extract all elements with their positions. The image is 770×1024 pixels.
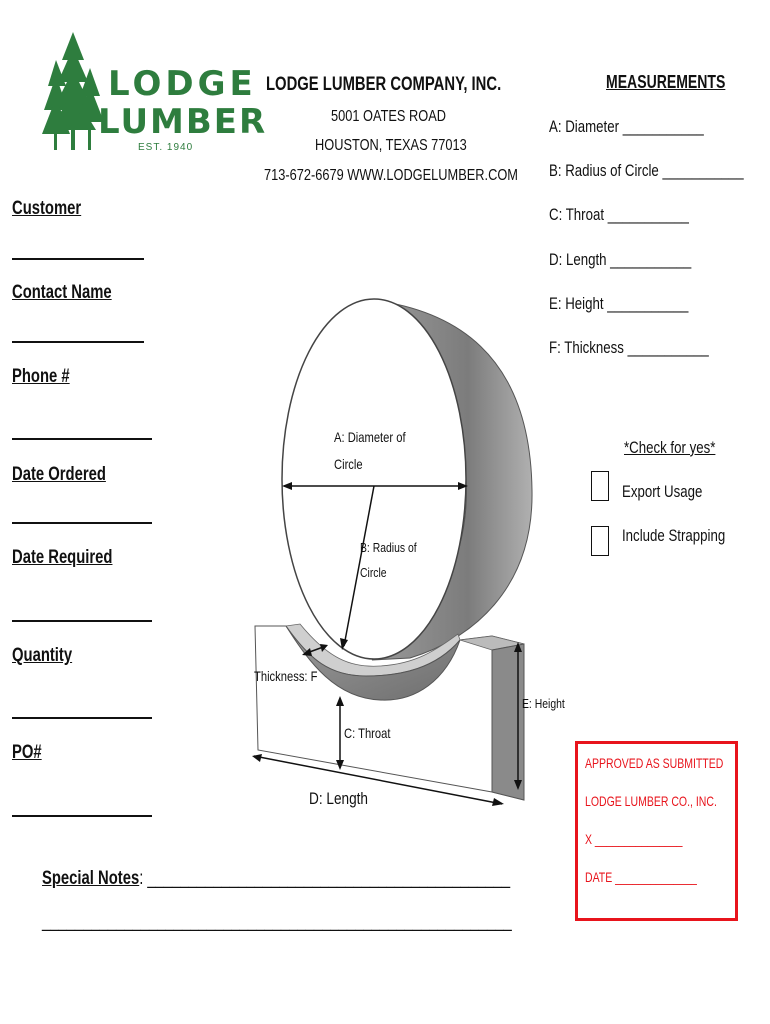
customer-line[interactable] <box>12 258 144 260</box>
diagram-label-throat: C: Throat <box>344 725 391 741</box>
measure-thickness[interactable]: F: Thickness ___________ <box>549 338 709 357</box>
stamp-signature-line[interactable]: X _______________ <box>585 831 683 847</box>
stamp-line-approved: APPROVED AS SUBMITTED <box>585 755 724 771</box>
stamp-date-line[interactable]: DATE ______________ <box>585 869 697 885</box>
measure-radius[interactable]: B: Radius of Circle ___________ <box>549 161 744 180</box>
measure-height[interactable]: E: Height ___________ <box>549 294 689 313</box>
include-strapping-label: Include Strapping <box>622 526 726 545</box>
measure-diameter[interactable]: A: Diameter ___________ <box>549 117 704 136</box>
special-notes-line-1: : ____________________________________________ <box>139 868 511 889</box>
customer-label: Customer <box>12 198 82 219</box>
quantity-label: Quantity <box>12 645 73 666</box>
export-usage-checkbox[interactable] <box>591 471 609 501</box>
company-street: 5001 OATES ROAD <box>331 108 447 125</box>
contact-name-line[interactable] <box>12 341 144 343</box>
tree-icon <box>40 30 106 152</box>
measure-length[interactable]: D: Length ___________ <box>549 250 692 269</box>
company-name: LODGE LUMBER COMPANY, INC. <box>266 74 502 95</box>
date-required-label: Date Required <box>12 547 113 568</box>
date-ordered-line[interactable] <box>12 522 152 524</box>
diagram-label-a-2: Circle <box>334 456 363 472</box>
diagram-label-b-2: Circle <box>360 565 387 580</box>
logo-est: EST. 1940 <box>138 142 194 153</box>
phone-line[interactable] <box>12 438 152 440</box>
date-ordered-label: Date Ordered <box>12 464 106 485</box>
diagram-label-length: D: Length <box>309 789 368 808</box>
date-required-line[interactable] <box>12 620 152 622</box>
diagram-label-a-1: A: Diameter of <box>334 429 406 445</box>
diagram-label-thickness: Thickness: F <box>254 668 318 684</box>
special-notes-row[interactable] <box>42 868 510 890</box>
company-city: HOUSTON, TEXAS 77013 <box>315 137 467 154</box>
company-contact: 713-672-6679 WWW.LODGELUMBER.COM <box>264 167 518 184</box>
measure-throat[interactable]: C: Throat ___________ <box>549 205 689 224</box>
special-notes-label: Special Notes <box>42 868 140 889</box>
logo-line-1: LODGE <box>108 64 257 104</box>
phone-label: Phone # <box>12 366 70 387</box>
check-title: *Check for yes* <box>624 438 716 457</box>
company-logo <box>40 30 268 155</box>
diagram-label-height: E: Height <box>522 696 565 711</box>
logo-line-2: LUMBER <box>98 102 268 142</box>
export-usage-label: Export Usage <box>622 482 703 501</box>
contact-name-label: Contact Name <box>12 282 112 303</box>
include-strapping-checkbox[interactable] <box>591 526 609 556</box>
diagram-label-b-1: B: Radius of <box>360 540 417 555</box>
stamp-line-company: LODGE LUMBER CO., INC. <box>585 793 717 809</box>
po-line[interactable] <box>12 815 152 817</box>
special-notes-line-2[interactable]: _________________________________________________________ <box>42 911 512 932</box>
quantity-line[interactable] <box>12 717 152 719</box>
po-label: PO# <box>12 742 42 763</box>
measurements-title: MEASUREMENTS <box>606 72 726 92</box>
